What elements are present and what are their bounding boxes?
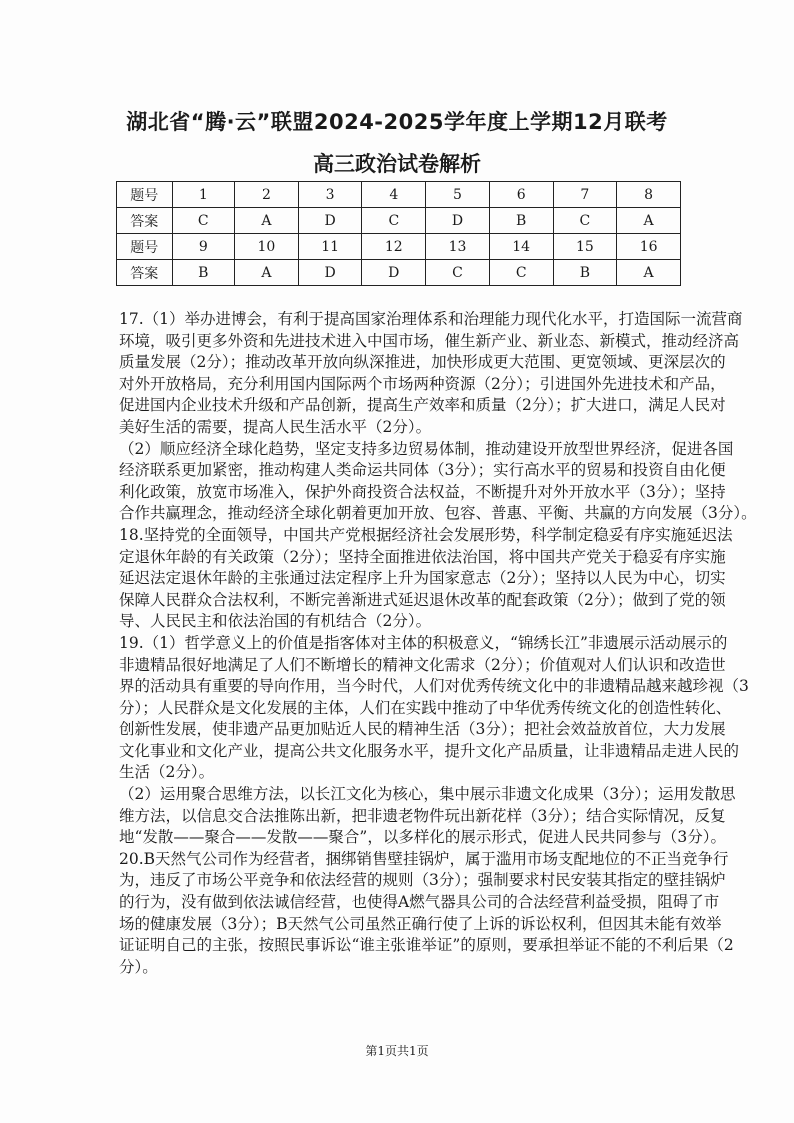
- answer-paragraph: [119, 784, 736, 849]
- text-line: 利化政策，放宽市场准入，保护外商投资合法权益，不断提升对外开放水平（3分）；坚持: [119, 482, 726, 501]
- table-cell: A: [235, 208, 299, 234]
- text-line: 导、人民民主和依法治国的有机结合（2分）。: [119, 612, 432, 631]
- table-cell: 13: [426, 234, 490, 260]
- row-header-cell: 题号: [117, 234, 173, 260]
- text-line: 界的活动具有重要的导向作用，当今时代，人们对优秀传统文化中的非遗精品越来越珍视（3: [119, 677, 749, 696]
- table-cell: C: [172, 208, 235, 234]
- text-line: 对外开放格局，充分利用国内国际两个市场两种资源（2分）；引进国外先进技术和产品，: [119, 374, 726, 393]
- table-cell: 6: [489, 182, 553, 208]
- table-cell: D: [362, 260, 426, 286]
- table-cell: 12: [362, 234, 426, 260]
- page-footer: 第1页共1页: [365, 1044, 429, 1058]
- table-row: [117, 234, 681, 260]
- text-line: 非遗精品很好地满足了人们不断增长的精神文化需求（2分）；价值观对人们认识和改造世: [119, 655, 726, 674]
- text-line: 分）；人民群众是文化发展的主体，人们在实践中推动了中华优秀传统文化的创造性转化、: [119, 698, 732, 717]
- table-cell: B: [489, 208, 553, 234]
- table-row: [117, 182, 681, 208]
- text-line: 地“发散——聚合——发散——聚合”，以多样化的展示形式，促进人民共同参与（3分）。: [119, 828, 726, 847]
- text-line: 环境，吸引更多外资和先进技术进入中国市场，催生新产业、新业态、新模式，推动经济高: [119, 331, 740, 350]
- text-line: 生活（2分）。: [119, 763, 215, 782]
- table-cell: D: [426, 208, 490, 234]
- table-cell: 8: [617, 182, 681, 208]
- table-cell: C: [489, 260, 553, 286]
- text-line: 分）。: [119, 957, 158, 976]
- text-line: 证证明自己的主张，按照民事诉讼“谁主张谁举证”的原则，要承担举证不能的不利后果（2: [119, 936, 734, 955]
- answer-paragraph: [119, 633, 749, 784]
- table-cell: D: [298, 208, 362, 234]
- document-subtitle: 高三政治试卷解析: [313, 152, 481, 176]
- answer-table: [116, 181, 681, 286]
- row-header-cell: 答案: [117, 208, 173, 234]
- table-cell: 9: [172, 234, 235, 260]
- table-row: [117, 260, 681, 286]
- text-line: 的行为，没有做到依法诚信经营，也使得A燃气器具公司的合法经营利益受损，阻碍了市: [119, 893, 720, 912]
- text-line: 创新性发展，使非遗产品更加贴近人民的精神生活（3分）；把社会效益放首位，大力发展: [119, 720, 726, 739]
- text-line: （2）运用聚合思维方法，以长江文化为核心，集中展示非遗文化成果（3分）；运用发散思: [119, 785, 736, 804]
- text-line: 维方法，以信息交合法推陈出新，把非遗老物件玩出新花样（3分）；结合实际情况，反复: [119, 806, 726, 825]
- row-header-cell: 题号: [117, 182, 173, 208]
- table-cell: A: [235, 260, 299, 286]
- table-cell: A: [617, 260, 681, 286]
- text-line: 质量发展（2分）；推动改革开放向纵深推进，加快形成更大范围、更宽领域、更深层次的: [119, 353, 726, 372]
- text-line: 17.（1）举办进博会，有利于提高国家治理体系和治理能力现代化水平，打造国际一流营商: [119, 310, 743, 328]
- table-cell: 10: [235, 234, 299, 260]
- text-line: 合作共赢理念，推动经济全球化朝着更加开放、包容、普惠、平衡、共赢的方向发展（3分）。: [119, 504, 757, 523]
- table-cell: C: [426, 260, 490, 286]
- table-row: [117, 208, 681, 234]
- text-line: 19.（1）哲学意义上的价值是指客体对主体的积极意义，“锦绣长江”非遗展示活动展示的: [119, 633, 728, 652]
- table-cell: 7: [553, 182, 617, 208]
- answer-paragraph: [119, 525, 733, 633]
- table-cell: 16: [617, 234, 681, 260]
- table-cell: C: [362, 208, 426, 234]
- document-title: 湖北省“腾·云”联盟2024-2025学年度上学期12月联考: [126, 110, 668, 134]
- table-cell: C: [553, 208, 617, 234]
- table-cell: 15: [553, 234, 617, 260]
- table-cell: 11: [298, 234, 362, 260]
- answer-explanations: [119, 309, 757, 978]
- answer-paragraph: [119, 309, 743, 439]
- table-cell: B: [553, 260, 617, 286]
- text-line: （2）顺应经济全球化趋势，坚定支持多边贸易体制，推动建设开放型世界经济，促进各国: [119, 439, 734, 458]
- answer-paragraph: [119, 439, 757, 525]
- text-line: 文化事业和文化产业，提高公共文化服务水平，提升文化产品质量，让非遗精品走进人民的: [119, 741, 740, 760]
- text-line: 经济联系更加紧密，推动构建人类命运共同体（3分）；实行高水平的贸易和投资自由化便: [119, 461, 726, 480]
- text-line: 美好生活的需要，提高人民生活水平（2分）。: [119, 417, 432, 436]
- text-line: 延迟法定退休年龄的主张通过法定程序上升为国家意志（2分）；坚持以人民为中心，切实: [119, 569, 726, 588]
- table-cell: 1: [172, 182, 235, 208]
- text-line: 20.B天然气公司作为经营者，捆绑销售壁挂锅炉，属于滥用市场支配地位的不正当竞争行: [119, 849, 729, 868]
- table-cell: 5: [426, 182, 490, 208]
- table-cell: 4: [362, 182, 426, 208]
- row-header-cell: 答案: [117, 260, 173, 286]
- text-line: 保障人民群众合法权利，不断完善渐进式延迟退休改革的配套政策（2分）；做到了党的领: [119, 590, 726, 609]
- answer-paragraph: [119, 849, 734, 979]
- table-cell: A: [617, 208, 681, 234]
- text-line: 促进国内企业技术升级和产品创新，提高生产效率和质量（2分）；扩大进口，满足人民对: [119, 396, 726, 415]
- table-cell: D: [298, 260, 362, 286]
- table-cell: B: [172, 260, 235, 286]
- table-cell: 3: [298, 182, 362, 208]
- text-line: 18.坚持党的全面领导，中国共产党根据经济社会发展形势，科学制定稳妥有序实施延迟法: [119, 525, 733, 544]
- text-line: 场的健康发展（3分）；B天然气公司虽然正确行使了上诉的诉讼权利，但因其未能有效举: [119, 914, 722, 933]
- table-cell: 14: [489, 234, 553, 260]
- text-line: 为，违反了市场公平竞争和依法经营的规则（3分）；强制要求村民安装其指定的壁挂锅炉: [119, 871, 726, 890]
- text-line: 定退休年龄的有关政策（2分）；坚持全面推进依法治国，将中国共产党关于稳妥有序实施: [119, 547, 726, 566]
- table-cell: 2: [235, 182, 299, 208]
